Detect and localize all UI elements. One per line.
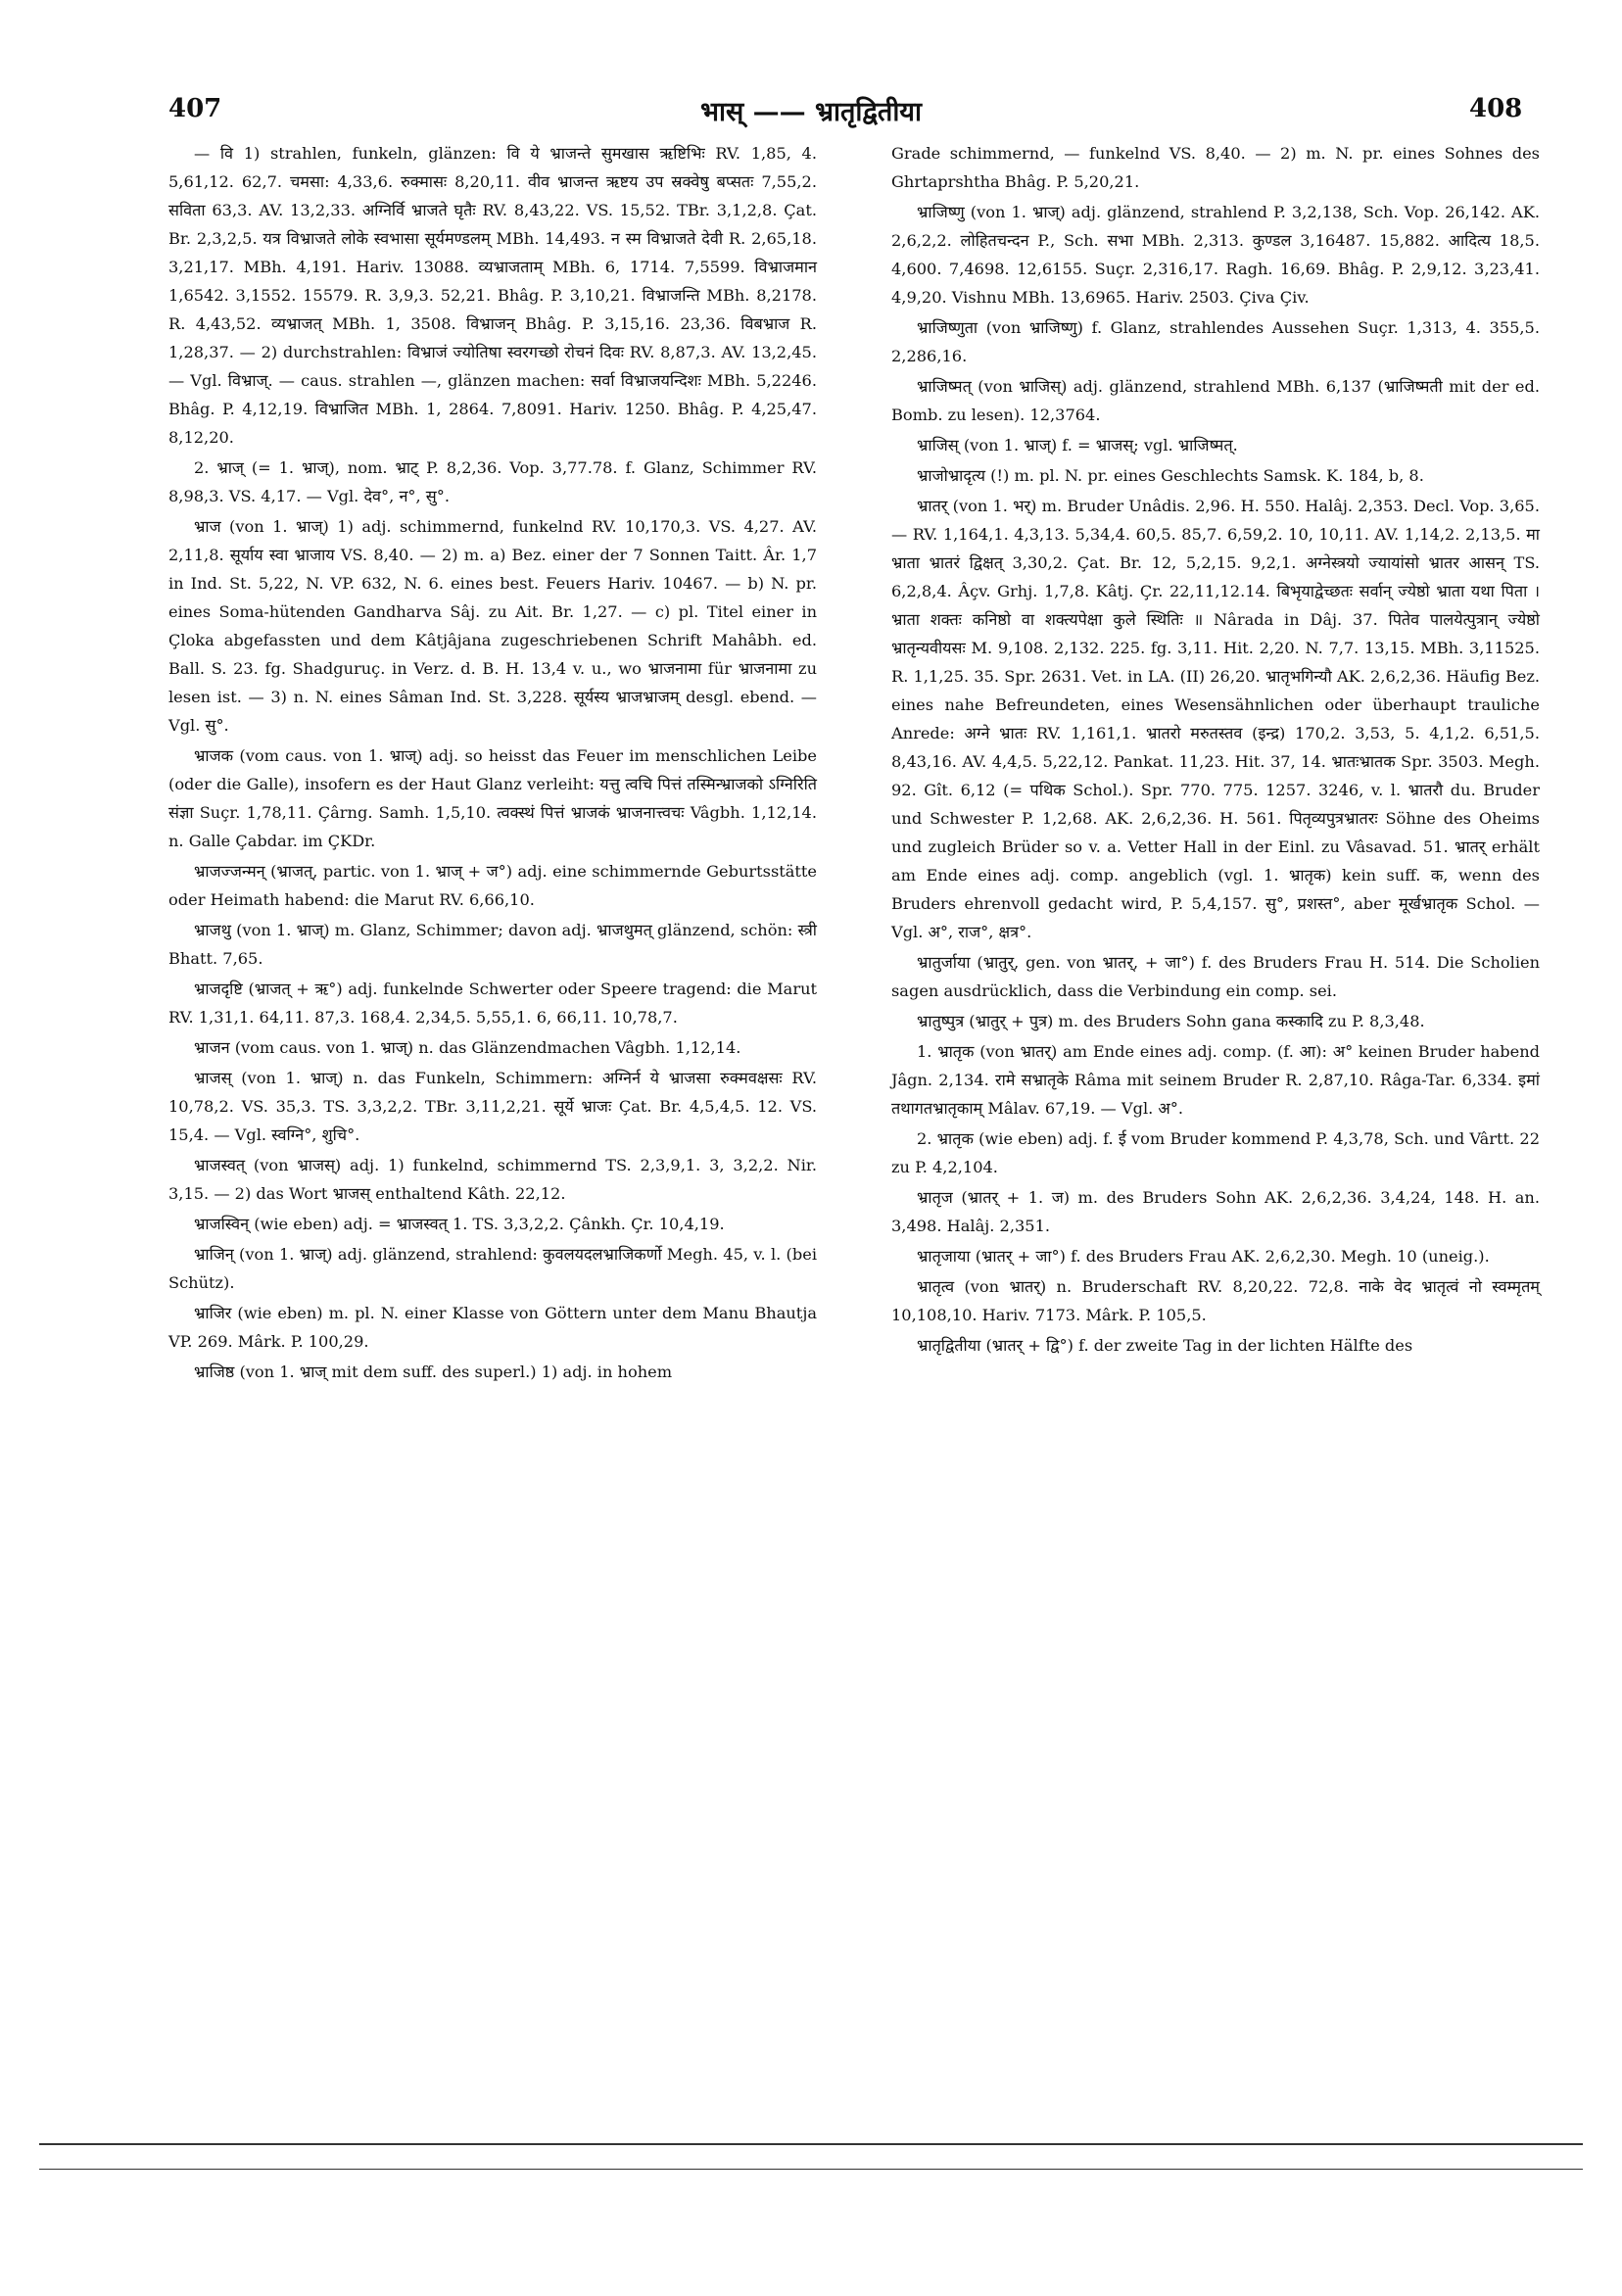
- dictionary-entry: भ्रातर् (von 1. भर्) m. Bruder Unâdis. 2,96. H. 550. Halâj. 2,353. Decl. Vop. 3,65. — RV. 1,164,1. 4,3,13. 5,34,4. 60,5. 85,7. 6,59,2. 10, 10,11. AV. 1,14,2. 2,13,5. मा भ्राता भ्रातरं द्विक्षत् 3,30,2. Çat. Br. 12, 5,2,15. 9,2,1. अग्नेस्त्रयो ज्यायांसो भ्रातर आसन् TS. 6,2,8,4. Âçv. Grhj. 1,7,8. Kâtj. Çr. 22,11,12.14. बिभृयाद्वेच्छतः सर्वान् ज्येष्ठो भ्राता यथा पिता । भ्राता शक्तः कनिष्ठो वा शक्त्यपेक्षा कुले स्थितिः ॥ Nârada in Dâj. 37. पितेव पालयेत्पुत्रान् ज्येष्ठो भ्रातृन्यवीयसः M. 9,108. 2,132. 225. fg. 3,11. Hit. 2,20. N. 7,7. 13,15. MBh. 3,11525. R. 1,1,25. 35. Spr. 2631. Vet. in LA. (II) 26,20. भ्रातृभगिन्यौ AK. 2,6,2,36. Häufig Bez. eines nahe Befreundeten, eines Wesensähnlichen oder überhaupt trauliche Anrede: अग्ने भ्रातः RV. 1,161,1. भ्रातरो मरुतस्तव (इन्द्र) 170,2. 3,53, 5. 4,1,2. 6,51,5. 8,43,16. AV. 4,4,5. 5,22,12. Pankat. 11,23. Hit. 37, 14. भ्रातःभ्रातक Spr. 3503. Megh. 92. Gît. 6,12 (= पथिक Schol.). Spr. 770. 775. 1257. 3246, v. l. भ्रातरौ du. Bruder und Schwester P. 1,2,68. AK. 2,6,2,36. H. 561. पितृव्यपुत्रभ्रातरः Söhne des Oheims und zugleich Brüder so v. a. Vetter Hall in der Einl. zu Vâsavad. 51. भ्रातर् erhält am Ende eines adj. comp. angeblich (vgl. 1. भ्रातृक) kein suff. क, wenn des Bruders ehrenvoll gedacht wird, P. 5,4,157. सु°, प्रशस्त°, aber मूर्खभ्रातृक Schol. — Vgl. अ°, राज°, क्षत्र°.: [891, 497, 1540, 941]
- dictionary-entry: 2. भ्रातृक (wie eben) adj. f. ई vom Bruder kommend P. 4,3,78, Sch. und Vârtt. 22 zu P. 4,2,104.: [891, 1129, 1540, 1176]
- dictionary-entry: भ्राजदृष्टि (भ्राजत् + ऋ°) adj. funkelnde Schwerter oder Speere tragend: die Marut RV. 1,31,1. 64,11. 87,3. 168,4. 2,34,5. 5,55,1. 6, 66,11. 10,78,7.: [168, 980, 817, 1027]
- page-number-right: 408: [1469, 94, 1523, 123]
- dictionary-entry: भ्राजस्विन् (wie eben) adj. = भ्राजस्वत् 1. TS. 3,3,2,2. Çânkh. Çr. 10,4,19.: [194, 1215, 725, 1233]
- dictionary-entry: भ्राजिष्मत् (von भ्राजिस्) adj. glänzend, strahlend MBh. 6,137 (भ्राजिष्मती mit der ed. Bomb. zu lesen). 12,3764.: [891, 377, 1540, 424]
- dictionary-entry: भ्राजिर (wie eben) m. pl. N. einer Klasse von Göttern unter dem Manu Bhautja VP. 269. Mârk. P. 100,29.: [168, 1304, 817, 1351]
- dictionary-entry: भ्रातुर्जाया (भ्रातुर्, gen. von भ्रातर्, + जा°) f. des Bruders Frau H. 514. Die Scholien sagen ausdrücklich, dass die Verbindung ein comp. sei.: [891, 953, 1540, 1000]
- left-column: [168, 139, 817, 1388]
- dictionary-entry: भ्राज (von 1. भ्राज्) 1) adj. schimmernd, funkelnd RV. 10,170,3. VS. 4,27. AV. 2,11,8. सूर्याय स्वा भ्राजाय VS. 8,40. — 2) m. a) Bez. einer der 7 Sonnen Taitt. Âr. 1,7 in Ind. St. 5,22, N. VP. 632, N. 6. eines best. Feuers Hariv. 10467. — b) N. pr. eines Soma-hütenden Gandharva Sâj. zu Ait. Br. 1,27. — c) pl. Titel einer in Çloka abgefassten und dem Kâtjâjana zugeschriebenen Schrift Mahâbh. ed. Ball. S. 23. fg. Shadguruç. in Verz. d. B. H. 13,4 v. u., wo भ्राजनामा für भ्राजनामा zu lesen ist. — 3) n. N. eines Sâman Ind. St. 3,228. सूर्यस्य भ्राजभ्राजम् desgl. ebend. — Vgl. सु°.: [168, 517, 817, 735]
- dictionary-entry: भ्राजिष्ठ (von 1. भ्राज् mit dem suff. des superl.) 1) adj. in hohem: [194, 1363, 673, 1381]
- dictionary-entry: भ्राजथु (von 1. भ्राज्) m. Glanz, Schimmer; davon adj. भ्राजथुमत् glänzend, schön: स्त्री Bhatt. 7,65.: [168, 921, 817, 968]
- dictionary-entry: भ्राजज्जन्मन् (भ्राजत्, partic. von 1. भ्राज् + ज°) adj. eine schimmernde Geburtsstätte oder Heimath habend: die Marut RV. 6,66,10.: [168, 862, 817, 909]
- dictionary-entry: भ्रातुष्पुत्र (भ्रातुर् + पुत्र) m. des Bruders Sohn gana कस्कादि zu P. 8,3,48.: [917, 1012, 1425, 1030]
- dictionary-entry: भ्रातृद्वितीया (भ्रातर् + द्वि°) f. der zweite Tag in der lichten Hälfte des: [917, 1336, 1413, 1355]
- dictionary-entry: भ्राजस्वत् (von भ्राजस्) adj. 1) funkelnd, schimmernd TS. 2,3,9,1. 3, 3,2,2. Nir. 3,15. — 2) das Wort भ्राजस् enthaltend Kâth. 22,12.: [168, 1156, 817, 1203]
- running-head: भास् —— भ्रातृद्वितीया: [700, 97, 922, 127]
- dictionary-entry: भ्रातृत्व (von भ्रातर्) n. Bruderschaft RV. 8,20,22. 72,8. नाके वेद भ्रातृत्वं नो स्वम्मृतम् 10,108,10. Hariv. 7173. Mârk. P. 105,5.: [891, 1277, 1540, 1324]
- dictionary-entry: भ्राजिष्णु (von 1. भ्राज्) adj. glänzend, strahlend P. 3,2,138, Sch. Vop. 26,142. AK. 2,6,2,2. लोहितचन्दन P., Sch. सभा MBh. 2,313. कुण्डल 3,16487. 15,882. आदित्य 18,5. 4,600. 7,4698. 12,6155. Suçr. 2,316,17. Ragh. 16,69. Bhâg. P. 2,9,12. 3,23,41. 4,9,20. Vishnu MBh. 13,6965. Hariv. 2503. Çiva Çiv.: [891, 203, 1540, 307]
- dictionary-entry: भ्राजन (vom caus. von 1. भ्राज्) n. das Glänzendmachen Vâgbh. 1,12,14.: [194, 1038, 741, 1057]
- footer-rule: [39, 2143, 1583, 2145]
- dictionary-entry: भ्रातृजाया (भ्रातर् + जा°) f. des Bruders Frau AK. 2,6,2,30. Megh. 10 (uneig.).: [917, 1247, 1490, 1266]
- right-column: [891, 139, 1540, 1362]
- dictionary-entry: — वि 1) strahlen, funkeln, glänzen: वि ये भ्राजन्ते सुमखास ऋष्टिभिः RV. 1,85, 4. 5,61,12. 62,7. चमसा: 4,33,6. रुक्मासः 8,20,11. वीव भ्राजन्त ऋष्टय उप स्रक्वेषु बप्सतः 7,55,2. सविता 63,3. AV. 13,2,33. अग्निर्वि भ्राजते घृतैः RV. 8,43,22. VS. 15,52. TBr. 3,1,2,8. Çat. Br. 2,3,2,5. यत्र विभ्राजते लोके स्वभासा सूर्यमण्डलम् MBh. 14,493. न स्म विभ्राजते देवी R. 2,65,18. 3,21,17. MBh. 4,191. Hariv. 13088. व्यभ्राजताम् MBh. 6, 1714. 7,5599. विभ्राजमान 1,6542. 3,1552. 15579. R. 3,9,3. 52,21. Bhâg. P. 3,10,21. विभ्राजन्ति MBh. 8,2178. R. 4,43,52. व्यभ्राजत् MBh. 1, 3508. विभ्राजन् Bhâg. P. 3,15,16. 23,36. विबभ्राज R. 1,28,37. — 2) durchstrahlen: विभ्राजं ज्योतिषा स्वरगच्छो रोचनं दिवः RV. 8,87,3. AV. 13,2,45. — Vgl. विभ्राज्. — caus. strahlen —, glänzen machen: सर्वा विभ्राजयन्दिशः MBh. 5,2246. Bhâg. P. 4,12,19. विभ्राजित MBh. 1, 2864. 7,8091. Hariv. 1250. Bhâg. P. 4,25,47. 8,12,20.: [168, 144, 817, 447]
- dictionary-entry: 1. भ्रातृक (von भ्रातर्) am Ende eines adj. comp. (f. आ): अ° keinen Bruder habend Jâgn. 2,134. रामे सभ्रातृके Râma mit seinem Bruder R. 2,87,10. Râga-Tar. 6,334. इमां तथागतभ्रातृकाम् Mâlav. 67,19. — Vgl. अ°.: [891, 1042, 1540, 1118]
- dictionary-entry: भ्राजक (vom caus. von 1. भ्राज्) adj. so heisst das Feuer im menschlichen Leibe (oder die Galle), insofern es der Haut Glanz verleiht: यत्तु त्वचि पित्तं तस्मिन्भ्राजको ऽग्निरिति संज्ञा Suçr. 1,78,11. Çârng. Samh. 1,5,10. त्वक्स्थं पित्तं भ्राजकं भ्राजनात्त्वचः Vâgbh. 1,12,14. n. Galle Çabdar. im ÇKDr.: [168, 746, 817, 850]
- dictionary-entry: Grade schimmernd, — funkelnd VS. 8,40. — 2) m. N. pr. eines Sohnes des Ghrtaprshtha Bhâg. P. 5,20,21.: [891, 144, 1540, 191]
- dictionary-entry: भ्राजिन् (von 1. भ्राज्) adj. glänzend, strahlend: कुवलयदलभ्राजिकर्णो Megh. 45, v. l. (bei Schütz).: [168, 1245, 817, 1292]
- dictionary-entry: भ्राजिष्णुता (von भ्राजिष्णु) f. Glanz, strahlendes Aussehen Suçr. 1,313, 4. 355,5. 2,286,16.: [891, 318, 1540, 365]
- page-number-left: 407: [168, 94, 222, 123]
- dictionary-entry: भ्रातृज (भ्रातर् + 1. ज) m. des Bruders Sohn AK. 2,6,2,36. 3,4,24, 148. H. an. 3,498. Halâj. 2,351.: [891, 1188, 1540, 1235]
- footer-rule-thin: [39, 2169, 1583, 2170]
- dictionary-entry: भ्राजोभ्रादृत्य (!) m. pl. N. pr. eines Geschlechts Samsk. K. 184, b, 8.: [917, 466, 1424, 485]
- dictionary-entry: भ्राजिस् (von 1. भ्राज्) f. = भ्राजस्; vgl. भ्राजिष्मत्.: [917, 436, 1238, 454]
- dictionary-entry: 2. भ्राज् (= 1. भ्राज्), nom. भ्राट् P. 8,2,36. Vop. 3,77.78. f. Glanz, Schimmer RV. 8,98,3. VS. 4,17. — Vgl. देव°, न°, सु°.: [168, 458, 817, 505]
- dictionary-entry: भ्राजस् (von 1. भ्राज्) n. das Funkeln, Schimmern: अग्निर्न ये भ्राजसा रुक्मवक्षसः RV. 10,78,2. VS. 35,3. TS. 3,3,2,2. TBr. 3,11,2,21. सूर्ये भ्राजः Çat. Br. 4,5,4,5. 12. VS. 15,4. — Vgl. स्वग्नि°, शुचि°.: [168, 1069, 817, 1144]
